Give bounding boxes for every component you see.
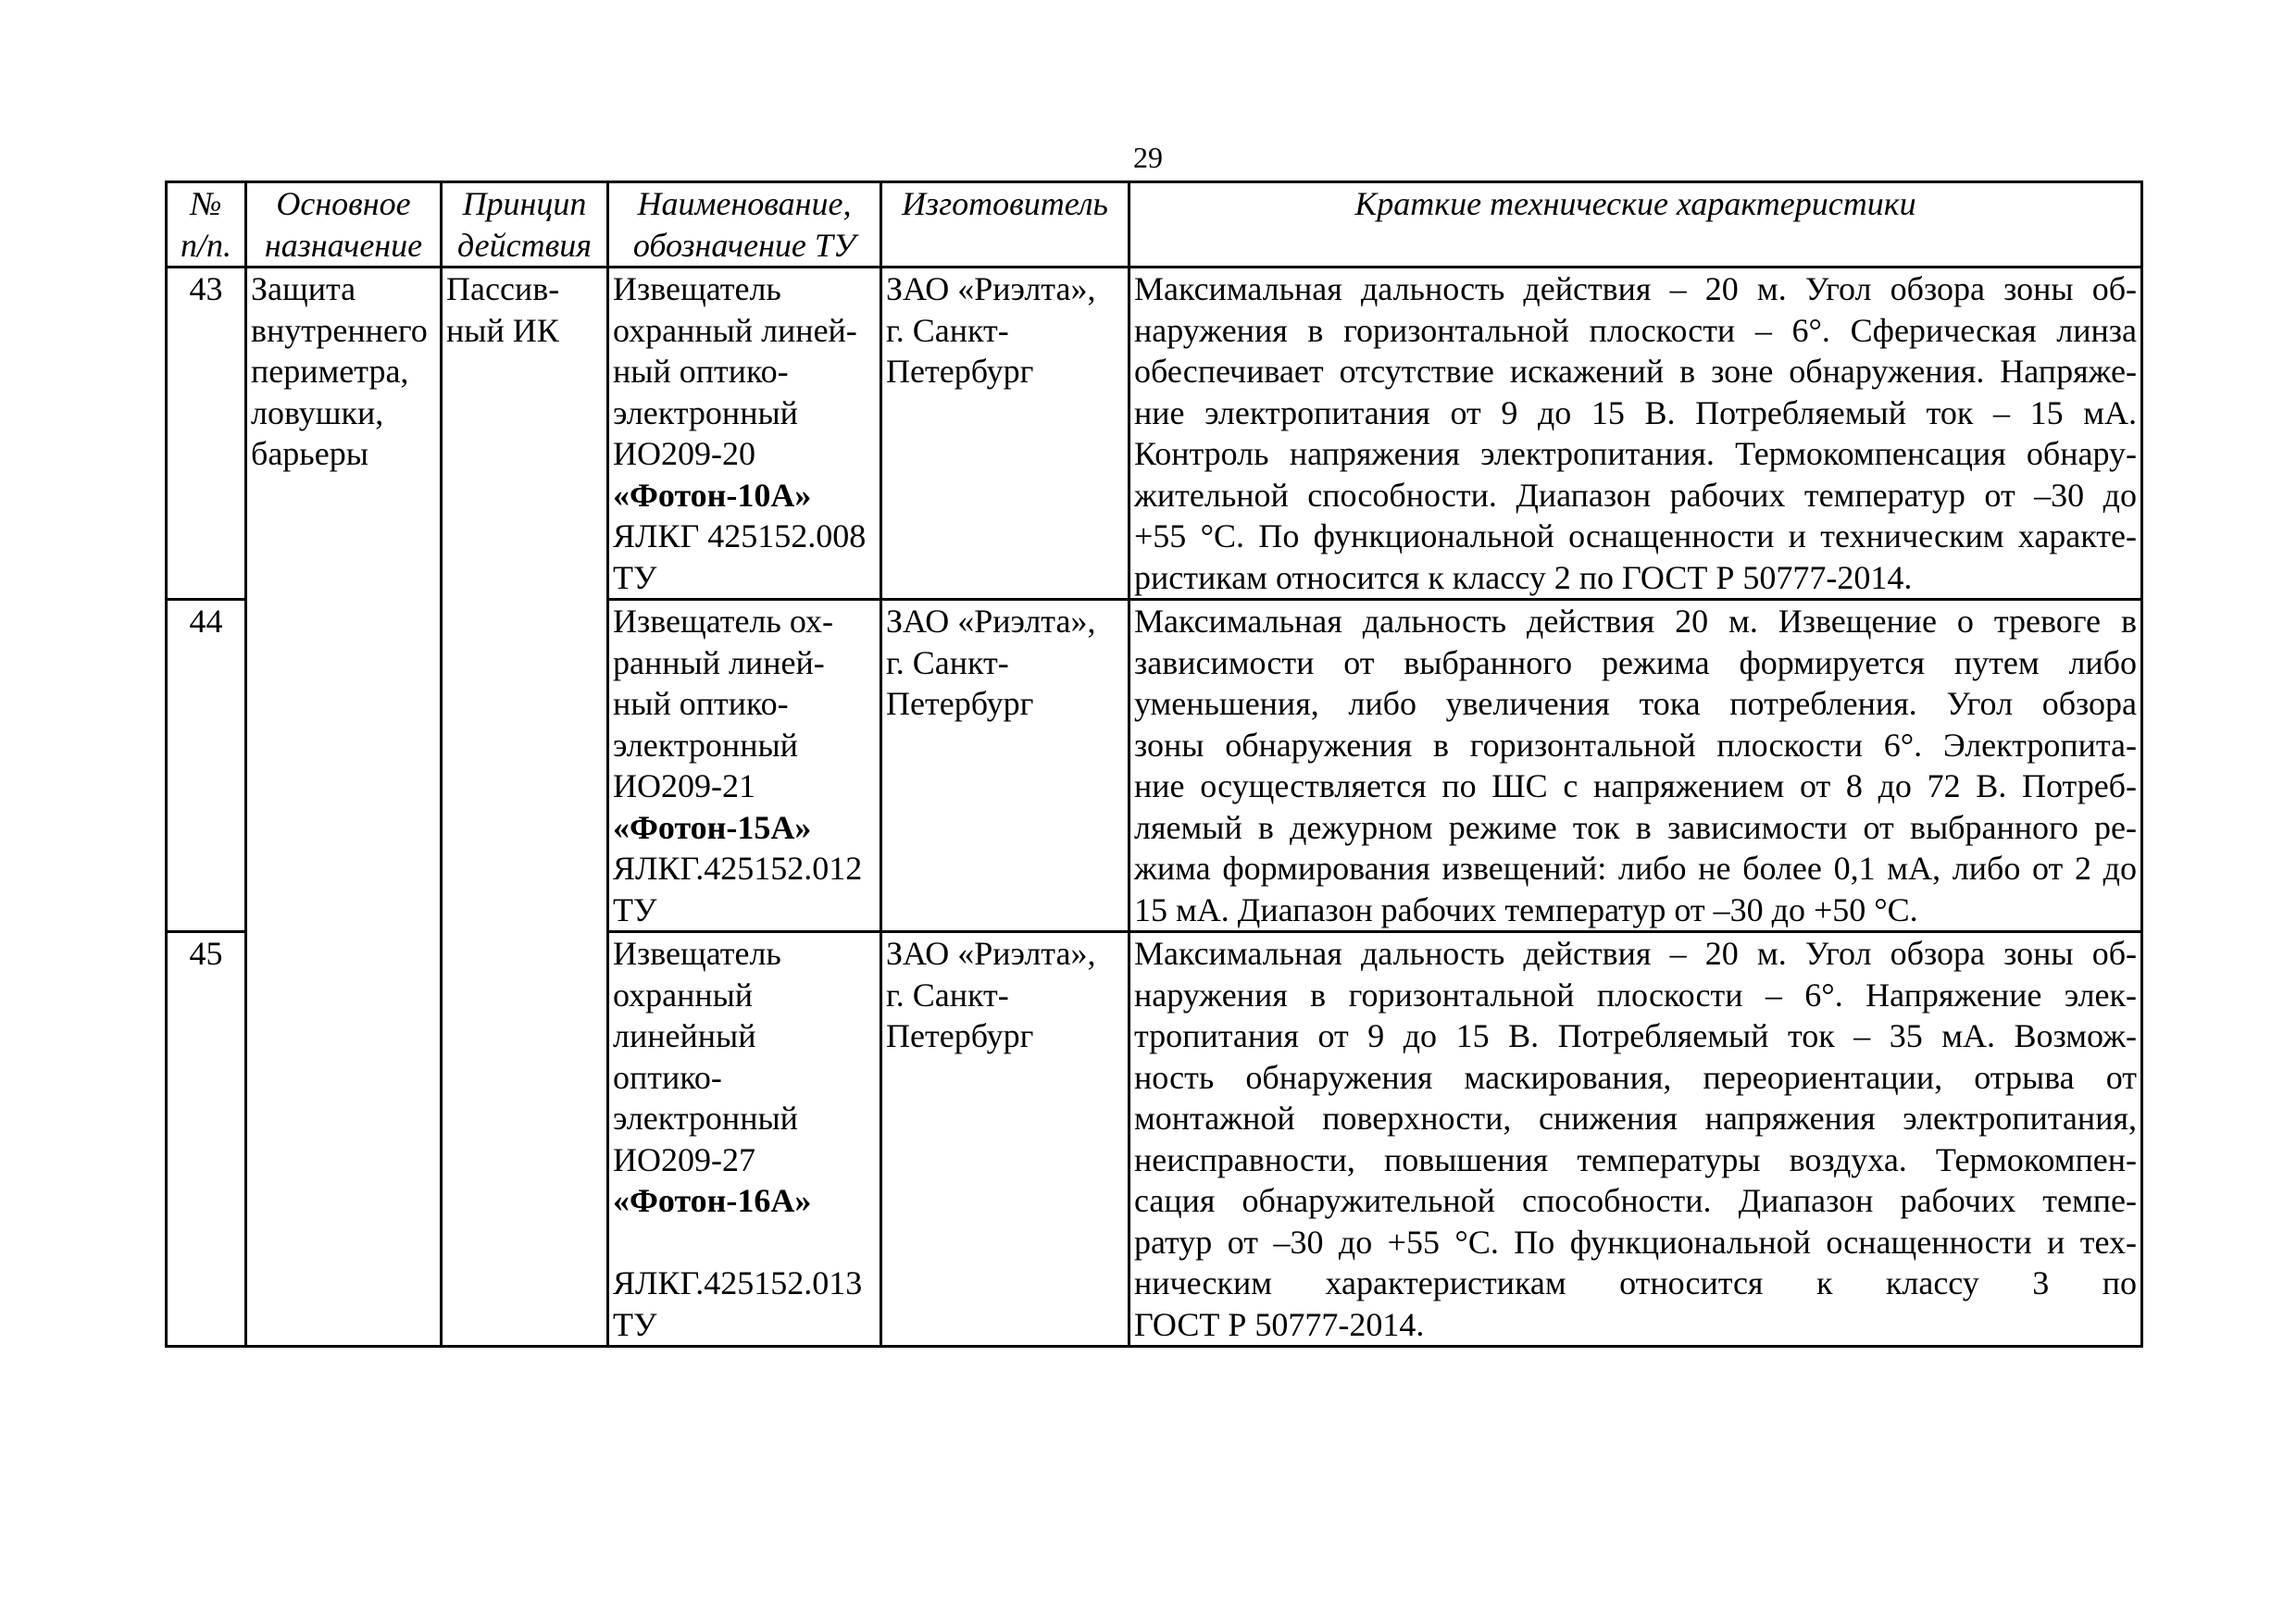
principle-cell: Пассив- ный ИК [442, 268, 608, 1347]
header-manufacturer: Изготовитель [881, 182, 1129, 268]
table-header-row [167, 182, 2142, 268]
product-name-cell: Извещатель охранный линейный оптико- электронный ИО209-27 «Фотон-16А» ЯЛКГ.425152.013 ТУ [608, 932, 881, 1347]
row-number: 43 [167, 268, 246, 600]
specs-cell: Максимальная дальность действия 20 м. Извещение о тревоге в зависимости от выбранного режима формируется путем либо уменьшения, либо увеличения тока потребления. Угол обзора зоны обнаружения в горизонтальной плоскости 6°. Электропита- ние осуществляется по ШС с напряжением от 8 до 72 В. Потреб- ляемый в дежурном режиме ток в зависимости от выбранного ре- жима формирования извещений: либо не более 0,1 мА, либо от 2 до 15 мА. Диапазон рабочих температур от –30 до +50 °С. [1129, 600, 2142, 932]
product-name-cell: Извещатель ох- ранный линей- ный оптико- электронный ИО209-21 «Фотон-15А» ЯЛКГ.425152.012 ТУ [608, 600, 881, 932]
header-name: Наименование, обозначение ТУ [608, 182, 881, 268]
product-name-cell: Извещатель охранный линей- ный оптико- электронный ИО209-20 «Фотон-10А» ЯЛКГ 425152.008 ТУ [608, 268, 881, 600]
row-number: 45 [167, 932, 246, 1347]
product-model: «Фотон-15А» [613, 808, 812, 846]
row-number: 44 [167, 600, 246, 932]
manufacturer-cell: ЗАО «Риэлта», г. Санкт- Петербург [881, 268, 1129, 600]
page-number: 29 [1133, 141, 1163, 174]
specs-cell: Максимальная дальность действия – 20 м. Угол обзора зоны об- наружения в горизонтальной плоскости – 6°. Сферическая линза обеспечивает отсутствие искажений в зоне обнаружения. Напряже- ние электропитания от 9 до 15 В. Потребляемый ток – 15 мА. Контроль напряжения электропитания. Термокомпенсация обнару- жительной способности. Диапазон рабочих температур от –30 до +55 °С. По функциональной оснащенности и техническим характе- ристикам относится к классу 2 по ГОСТ Р 50777-2014. [1129, 268, 2142, 600]
header-specs: Краткие технические характеристики [1129, 182, 2142, 268]
specs-cell: Максимальная дальность действия – 20 м. Угол обзора зоны об- наружения в горизонтальной плоскости – 6°. Напряжение элек- тропитания от 9 до 15 В. Потребляемый ток – 35 мА. Возмож- ность обнаружения маскирования, переориентации, отрыва от монтажной поверхности, снижения напряжения электропитания, неисправности, повышения температуры воздуха. Термокомпен- сация обнаружительной способности. Диапазон рабочих темпе- ратур от –30 до +55 °С. По функциональной оснащенности и тех- ническим характеристикам относится к классу 3 по ГОСТ Р 50777-2014. [1129, 932, 2142, 1347]
purpose-cell: Защита внутреннего периметра, ловушки, барьеры [246, 268, 442, 1347]
manufacturer-cell: ЗАО «Риэлта», г. Санкт- Петербург [881, 932, 1129, 1347]
header-purpose: Основное назначение [246, 182, 442, 268]
manufacturer-cell: ЗАО «Риэлта», г. Санкт- Петербург [881, 600, 1129, 932]
table-row [167, 268, 2142, 600]
product-model: «Фотон-16А» [613, 1182, 812, 1219]
header-principle: Принцип действия [442, 182, 608, 268]
equipment-table [165, 180, 2143, 1348]
product-model: «Фотон-10А» [613, 476, 812, 514]
header-num: № п/п. [167, 182, 246, 268]
